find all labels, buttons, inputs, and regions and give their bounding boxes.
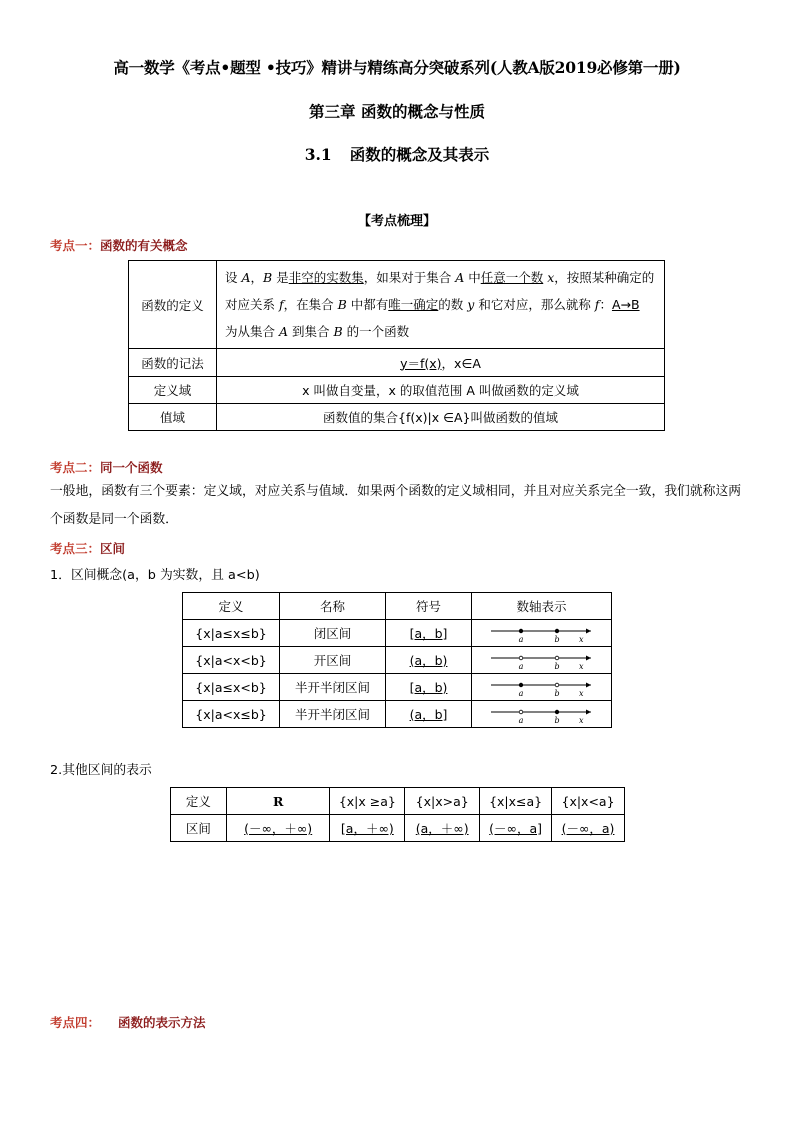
t2-header-definition: 定义 bbox=[183, 593, 280, 620]
domain-text: x 叫做自变量，x 的取值范围 A 叫做函数的定义域 bbox=[302, 383, 579, 398]
kd3-label: 考点三： bbox=[50, 541, 101, 556]
interval-intro bbox=[50, 562, 750, 590]
kd1-heading bbox=[50, 236, 188, 254]
t2-header-name: 名称 bbox=[280, 593, 386, 620]
axis-arrow bbox=[586, 656, 591, 661]
interval-symbol bbox=[386, 647, 472, 674]
definition-text-part: A bbox=[241, 270, 251, 285]
t1-notation-content bbox=[217, 349, 665, 377]
doc-title: 高一数学《考点•题型 •技巧》精讲与精练高分突破系列(人教A版2019必修第一册) bbox=[113, 58, 681, 77]
interval-concept-table bbox=[182, 592, 612, 728]
t3-interval-text: (－∞，a) bbox=[561, 821, 615, 836]
interval-definition: {x|a<x≤b} bbox=[183, 701, 280, 728]
t3-interval bbox=[226, 815, 330, 842]
kd4-title: 函数的表示方法 bbox=[118, 1015, 206, 1030]
point-a bbox=[519, 656, 523, 660]
definition-text-part: 为从集合 bbox=[225, 324, 279, 339]
interval-name: 半开半闭区间 bbox=[280, 674, 386, 701]
t3-interval bbox=[330, 815, 405, 842]
kd2-heading bbox=[50, 458, 163, 476]
kd3-title: 区间 bbox=[100, 541, 126, 556]
kd1-title: 函数的有关概念 bbox=[100, 238, 188, 253]
t3-definition: {x|x>a} bbox=[405, 788, 480, 815]
interval-definition: {x|a≤x≤b} bbox=[183, 620, 280, 647]
other-intervals-table bbox=[170, 787, 625, 842]
point-a bbox=[519, 629, 523, 633]
interval-symbol-text: (a，b] bbox=[409, 707, 448, 722]
t1-label-notation: 函数的记法 bbox=[129, 349, 217, 377]
point-b-label: b bbox=[553, 635, 560, 644]
t1-label-domain: 定义域 bbox=[129, 377, 217, 404]
section-title bbox=[0, 143, 794, 165]
kd2-label: 考点二： bbox=[50, 460, 101, 475]
point-a bbox=[519, 710, 523, 714]
point-a-label: a bbox=[518, 635, 523, 644]
point-b-label: b bbox=[553, 689, 560, 698]
notation-domain: ，x∈A bbox=[441, 355, 481, 371]
axis-arrow bbox=[586, 710, 591, 715]
point-b-label: b bbox=[553, 716, 560, 725]
definition-text-part: y bbox=[467, 297, 475, 312]
t2-header-symbol: 符号 bbox=[386, 593, 472, 620]
axis-x-label: x bbox=[578, 662, 584, 671]
t3-row-label: 定义 bbox=[171, 788, 227, 815]
point-a bbox=[519, 683, 523, 687]
kd3-heading bbox=[50, 539, 125, 557]
notation-formula: y＝f(x) bbox=[400, 355, 442, 371]
t2-header-axis: 数轴表示 bbox=[472, 593, 612, 620]
definition-text-part: A bbox=[278, 324, 289, 339]
number-line bbox=[487, 622, 597, 644]
definition-text-part: 中都有 bbox=[346, 297, 389, 312]
point-b bbox=[555, 656, 559, 660]
definition-text-part: B bbox=[263, 270, 273, 285]
definition-text-part: f bbox=[594, 297, 600, 312]
point-b-label: b bbox=[553, 662, 560, 671]
t3-definition: {x|x ≥a} bbox=[330, 788, 405, 815]
interval-row bbox=[183, 647, 612, 674]
definition-text-part: 任意一个数 bbox=[480, 270, 544, 285]
kd2-title: 同一个函数 bbox=[100, 460, 163, 475]
number-line-cell bbox=[472, 674, 612, 701]
interval-name: 半开半闭区间 bbox=[280, 701, 386, 728]
other-intervals-intro: 2.其他区间的表示 bbox=[50, 763, 152, 778]
interval-symbol bbox=[386, 620, 472, 647]
interval-symbol-text: [a，b) bbox=[409, 680, 448, 695]
t3-definition: R bbox=[226, 788, 330, 815]
t3-interval bbox=[405, 815, 480, 842]
interval-row bbox=[183, 701, 612, 728]
definition-text-part: 设 bbox=[225, 270, 242, 285]
definition-text-part: ： bbox=[599, 297, 612, 312]
axis-arrow bbox=[586, 629, 591, 634]
definition-text-part: B bbox=[337, 297, 347, 312]
interval-row bbox=[183, 674, 612, 701]
point-b bbox=[555, 629, 559, 633]
definition-text-part: 中 bbox=[464, 270, 481, 285]
definition-text-part: 和它对应，那么就称 bbox=[474, 297, 595, 312]
t3-interval-text: (－∞，a] bbox=[489, 821, 542, 836]
t3-definition: {x|x≤a} bbox=[480, 788, 552, 815]
axis-arrow bbox=[586, 683, 591, 688]
t3-interval-text: (a，＋∞) bbox=[415, 821, 469, 836]
definition-text-part: 非空的实数集 bbox=[288, 270, 364, 285]
definition-text-part: ，如果对于集合 bbox=[363, 270, 456, 285]
t1-label-definition: 函数的定义 bbox=[129, 261, 217, 349]
t3-interval-text: (－∞，＋∞) bbox=[244, 821, 313, 836]
axis-x-label: x bbox=[578, 635, 584, 644]
kd4-heading bbox=[50, 1013, 206, 1031]
axis-x-label: x bbox=[578, 689, 584, 698]
t3-interval bbox=[552, 815, 625, 842]
interval-name: 开区间 bbox=[280, 647, 386, 674]
t1-range-content bbox=[217, 404, 665, 431]
t3-definition: {x|x<a} bbox=[552, 788, 625, 815]
t3-interval-text: [a，＋∞) bbox=[340, 821, 394, 836]
point-a-label: a bbox=[518, 662, 523, 671]
number-line-cell bbox=[472, 647, 612, 674]
t3-row-label: 区间 bbox=[171, 815, 227, 842]
number-line bbox=[487, 676, 597, 698]
number-line bbox=[487, 703, 597, 725]
interval-definition: {x|a≤x<b} bbox=[183, 674, 280, 701]
point-a-label: a bbox=[518, 716, 523, 725]
kd1-label: 考点一： bbox=[50, 238, 101, 253]
t1-definition-content bbox=[217, 261, 665, 349]
chapter-title: 第三章 函数的概念与性质 bbox=[309, 102, 485, 121]
interval-row bbox=[183, 620, 612, 647]
definition-text-part: f bbox=[278, 297, 284, 312]
point-a-label: a bbox=[518, 689, 523, 698]
definition-text-part: ，在集合 bbox=[283, 297, 338, 312]
interval-symbol-text: (a，b) bbox=[409, 653, 448, 668]
axis-x-label: x bbox=[578, 716, 584, 725]
point-b bbox=[555, 683, 559, 687]
function-concept-table bbox=[128, 260, 665, 431]
definition-text-part: B bbox=[333, 324, 343, 339]
definition-text-part: 是 bbox=[272, 270, 289, 285]
definition-text-part: 的一个函数 bbox=[342, 324, 410, 339]
t1-label-range: 值域 bbox=[129, 404, 217, 431]
kd4-label: 考点四： bbox=[50, 1015, 101, 1030]
definition-text-part: 到集合 bbox=[288, 324, 334, 339]
definition-text-part: 的数 bbox=[438, 297, 468, 312]
t1-domain-content bbox=[217, 377, 665, 404]
interval-intro-text: 1．区间概念(a，b 为实数，且 a<b) bbox=[50, 568, 260, 583]
t3-interval bbox=[480, 815, 552, 842]
interval-symbol bbox=[386, 674, 472, 701]
review-heading: 【考点梳理】 bbox=[357, 214, 436, 229]
definition-text-part: x bbox=[547, 270, 555, 285]
point-b bbox=[555, 710, 559, 714]
definition-text-part: 唯一确定 bbox=[388, 297, 439, 312]
section-name: 函数的概念及其表示 bbox=[349, 145, 490, 164]
number-line bbox=[487, 649, 597, 671]
range-text: 函数值的集合{f(x)|x ∈A}叫做函数的值域 bbox=[323, 410, 558, 425]
definition-text-part: A bbox=[455, 270, 465, 285]
definition-text-part: A→B bbox=[611, 297, 640, 312]
kd2-text: 一般地，函数有三个要素：定义域，对应关系与值域．如果两个函数的定义域相同，并且对应关系完全一致，我们就称这两个函数是同一个函数． bbox=[50, 484, 742, 527]
interval-symbol-text: [a，b] bbox=[409, 626, 448, 641]
definition-text-part: ，按照某种确定的对应关系 bbox=[225, 270, 655, 312]
definition-text-part: ， bbox=[250, 270, 264, 285]
interval-symbol bbox=[386, 701, 472, 728]
number-line-cell bbox=[472, 620, 612, 647]
number-line-cell bbox=[472, 701, 612, 728]
section-number: 3.1 bbox=[304, 145, 332, 164]
interval-definition: {x|a<x<b} bbox=[183, 647, 280, 674]
interval-name: 闭区间 bbox=[280, 620, 386, 647]
kd2-paragraph bbox=[50, 478, 750, 534]
